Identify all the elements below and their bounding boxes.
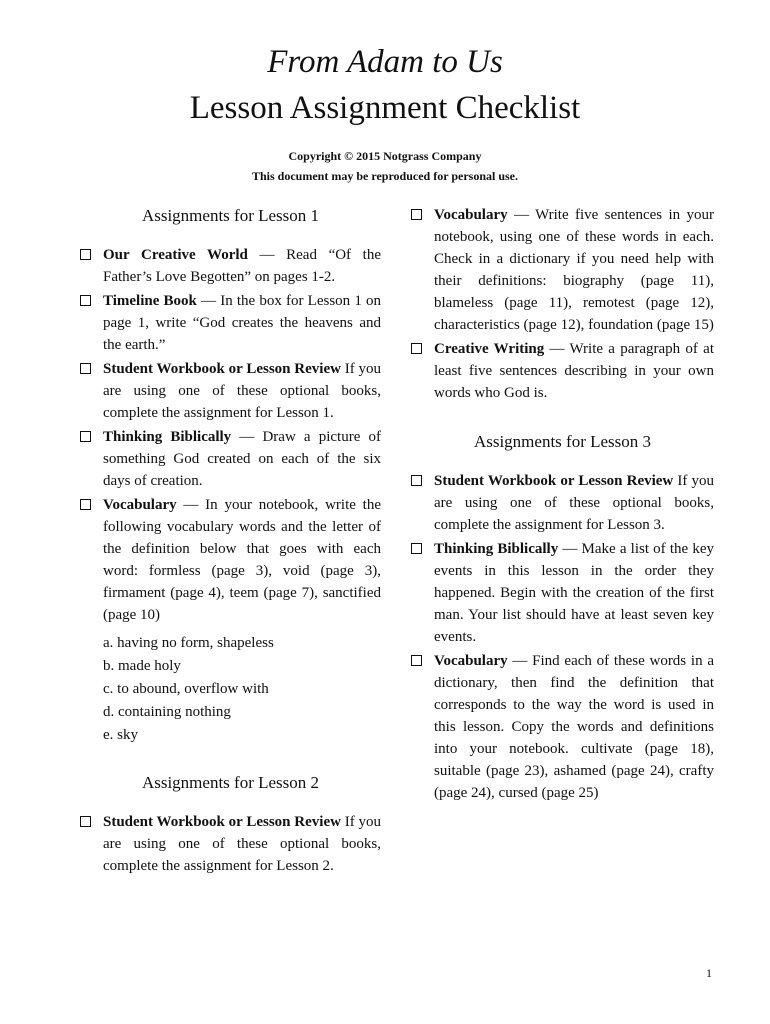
lesson2-heading: Assignments for Lesson 2 bbox=[141, 773, 320, 792]
checklist-item: Vocabulary — Find each of these words in a dictionary, then find the definition that corresponds to the way the word is used in this lesson. Copy the words and definitions into your notebook. cultivate (page 18), suitable (page 23), ashamed (page 24), crafty (page 24), cursed (page 25) bbox=[411, 650, 714, 804]
checklist-item: Thinking Biblically — Make a list of the key events in this lesson in the order they happened. Begin with the creation of the first man. Your list should have at least seven key events. bbox=[411, 538, 714, 648]
checklist-item: Timeline Book — In the box for Lesson 1 on page 1, write “God creates the heavens and the earth.” bbox=[80, 290, 381, 356]
checklist-item: Thinking Biblically — Draw a picture of something God created on each of the six days of creation. bbox=[80, 426, 381, 492]
checkbox-icon[interactable] bbox=[80, 431, 91, 442]
checkbox-icon[interactable] bbox=[80, 499, 91, 510]
checklist-item: Student Workbook or Lesson Review If you are using one of these optional books, complete the assignment for Lesson 3. bbox=[411, 470, 714, 536]
document-title: From Adam to Us bbox=[267, 44, 503, 80]
definition-item: b. made holy bbox=[103, 658, 181, 674]
checkbox-icon[interactable] bbox=[411, 475, 422, 486]
checklist-item: Student Workbook or Lesson Review If you are using one of these optional books, complete the assignment for Lesson 2. bbox=[80, 811, 381, 877]
checkbox-icon[interactable] bbox=[80, 249, 91, 260]
lesson1-heading: Assignments for Lesson 1 bbox=[141, 206, 320, 225]
checklist-item: Student Workbook or Lesson Review If you are using one of these optional books, complete the assignment for Lesson 1. bbox=[80, 358, 381, 424]
left-column bbox=[80, 204, 381, 879]
checklist-item: Our Creative World — Read “Of the Father’s Love Begotten” on pages 1-2. bbox=[80, 244, 381, 288]
checklist-item: Vocabulary — Write five sentences in your notebook, using one of these words in each. Check in a dictionary if you need help with their definitions: biography (page 11), blameless (page 11), remotest (page 12), characteristics (page 12), foundation (page 15) bbox=[411, 204, 714, 336]
definition-item: d. containing nothing bbox=[103, 704, 231, 720]
checkbox-icon[interactable] bbox=[80, 363, 91, 374]
checkbox-icon[interactable] bbox=[411, 343, 422, 354]
lesson3-heading: Assignments for Lesson 3 bbox=[473, 432, 652, 451]
checkbox-icon[interactable] bbox=[80, 295, 91, 306]
checkbox-icon[interactable] bbox=[411, 655, 422, 666]
checklist-item: Vocabulary — In your notebook, write the following vocabulary words and the letter of the definition below that goes with each word: formless (page 3), void (page 3), firmament (page 4), teem (page 7), sanctified (page 10) bbox=[80, 494, 381, 626]
right-column bbox=[411, 204, 714, 806]
copyright-line: Copyright © 2015 Notgrass Company bbox=[288, 149, 482, 163]
permission-line: This document may be reproduced for personal use. bbox=[251, 169, 518, 183]
document-subtitle: Lesson Assignment Checklist bbox=[189, 90, 581, 126]
definition-item: a. having no form, shapeless bbox=[103, 635, 274, 651]
checklist-item: Creative Writing — Write a paragraph of at least five sentences describing in your own words who God is. bbox=[411, 338, 714, 404]
checkbox-icon[interactable] bbox=[411, 543, 422, 554]
checkbox-icon[interactable] bbox=[80, 816, 91, 827]
definition-item: e. sky bbox=[103, 727, 138, 743]
page-number: 1 bbox=[706, 966, 712, 980]
copyright-block bbox=[0, 146, 770, 186]
definition-item: c. to abound, overflow with bbox=[103, 681, 269, 697]
checkbox-icon[interactable] bbox=[411, 209, 422, 220]
